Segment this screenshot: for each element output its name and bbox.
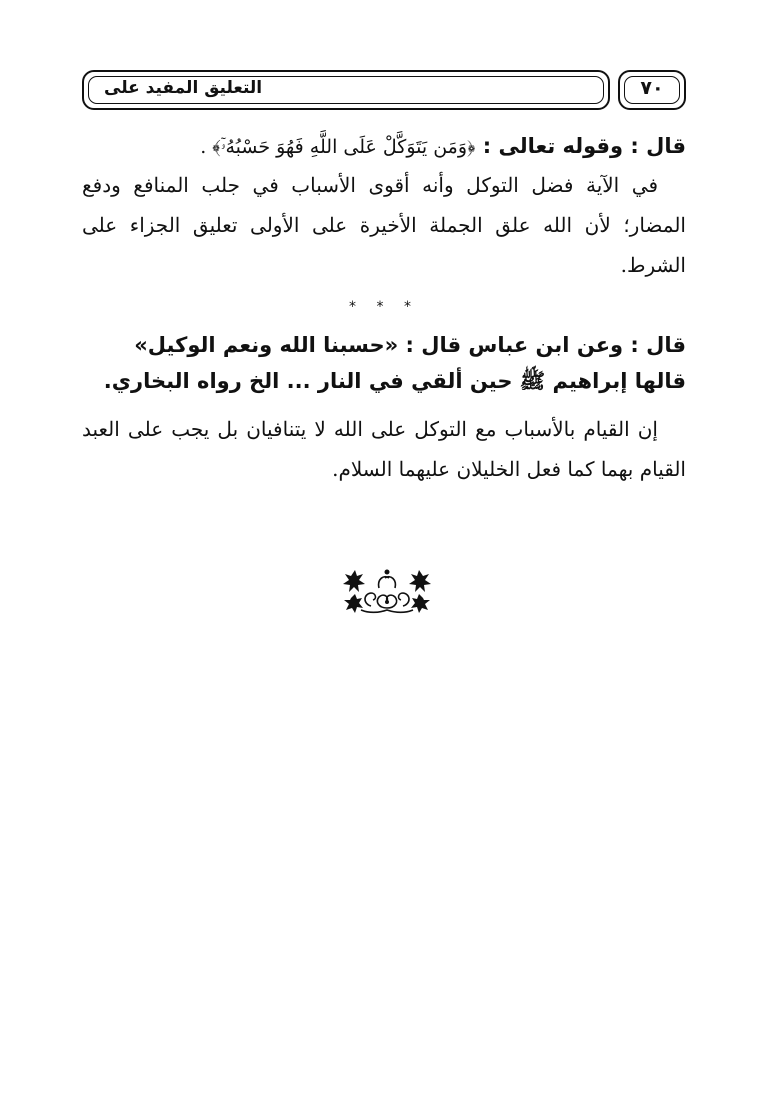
section1-commentary: في الآية فضل التوكل وأنه أقوى الأسباب في جلب المنافع ودفع المضار؛ لأن الله علق الجملة الأخيرة على الأولى تعليق الجزاء على الشرط.	[82, 173, 686, 277]
floral-ornament-icon	[341, 566, 433, 616]
section2-line1: قال : وعن ابن عباس قال : «حسبنا الله ونعم الوكيل»	[134, 333, 686, 357]
page-header	[82, 70, 686, 118]
quran-verse: ﴿وَمَن يَتَوَكَّلْ عَلَى اللَّهِ فَهُوَ حَسْبُهُۥٓ﴾ .	[200, 136, 476, 158]
section1-heading-prefix: قال : وقوله تعالى :	[475, 134, 686, 158]
section2-line2: قالها إبراهيم ﷺ حين ألقي في النار ... الخ رواه البخاري.	[103, 369, 686, 393]
header-title: التعليق المفيد على	[104, 78, 263, 98]
page-content	[82, 128, 686, 489]
section-separator: * * *	[349, 299, 419, 315]
page-number: ٧٠	[640, 77, 664, 99]
section2-commentary: إن القيام بالأسباب مع التوكل على الله لا يتنافيان بل يجب على العبد القيام بهما كما فعل الخليلان عليهما السلام.	[82, 417, 686, 481]
section1-heading	[82, 128, 686, 165]
